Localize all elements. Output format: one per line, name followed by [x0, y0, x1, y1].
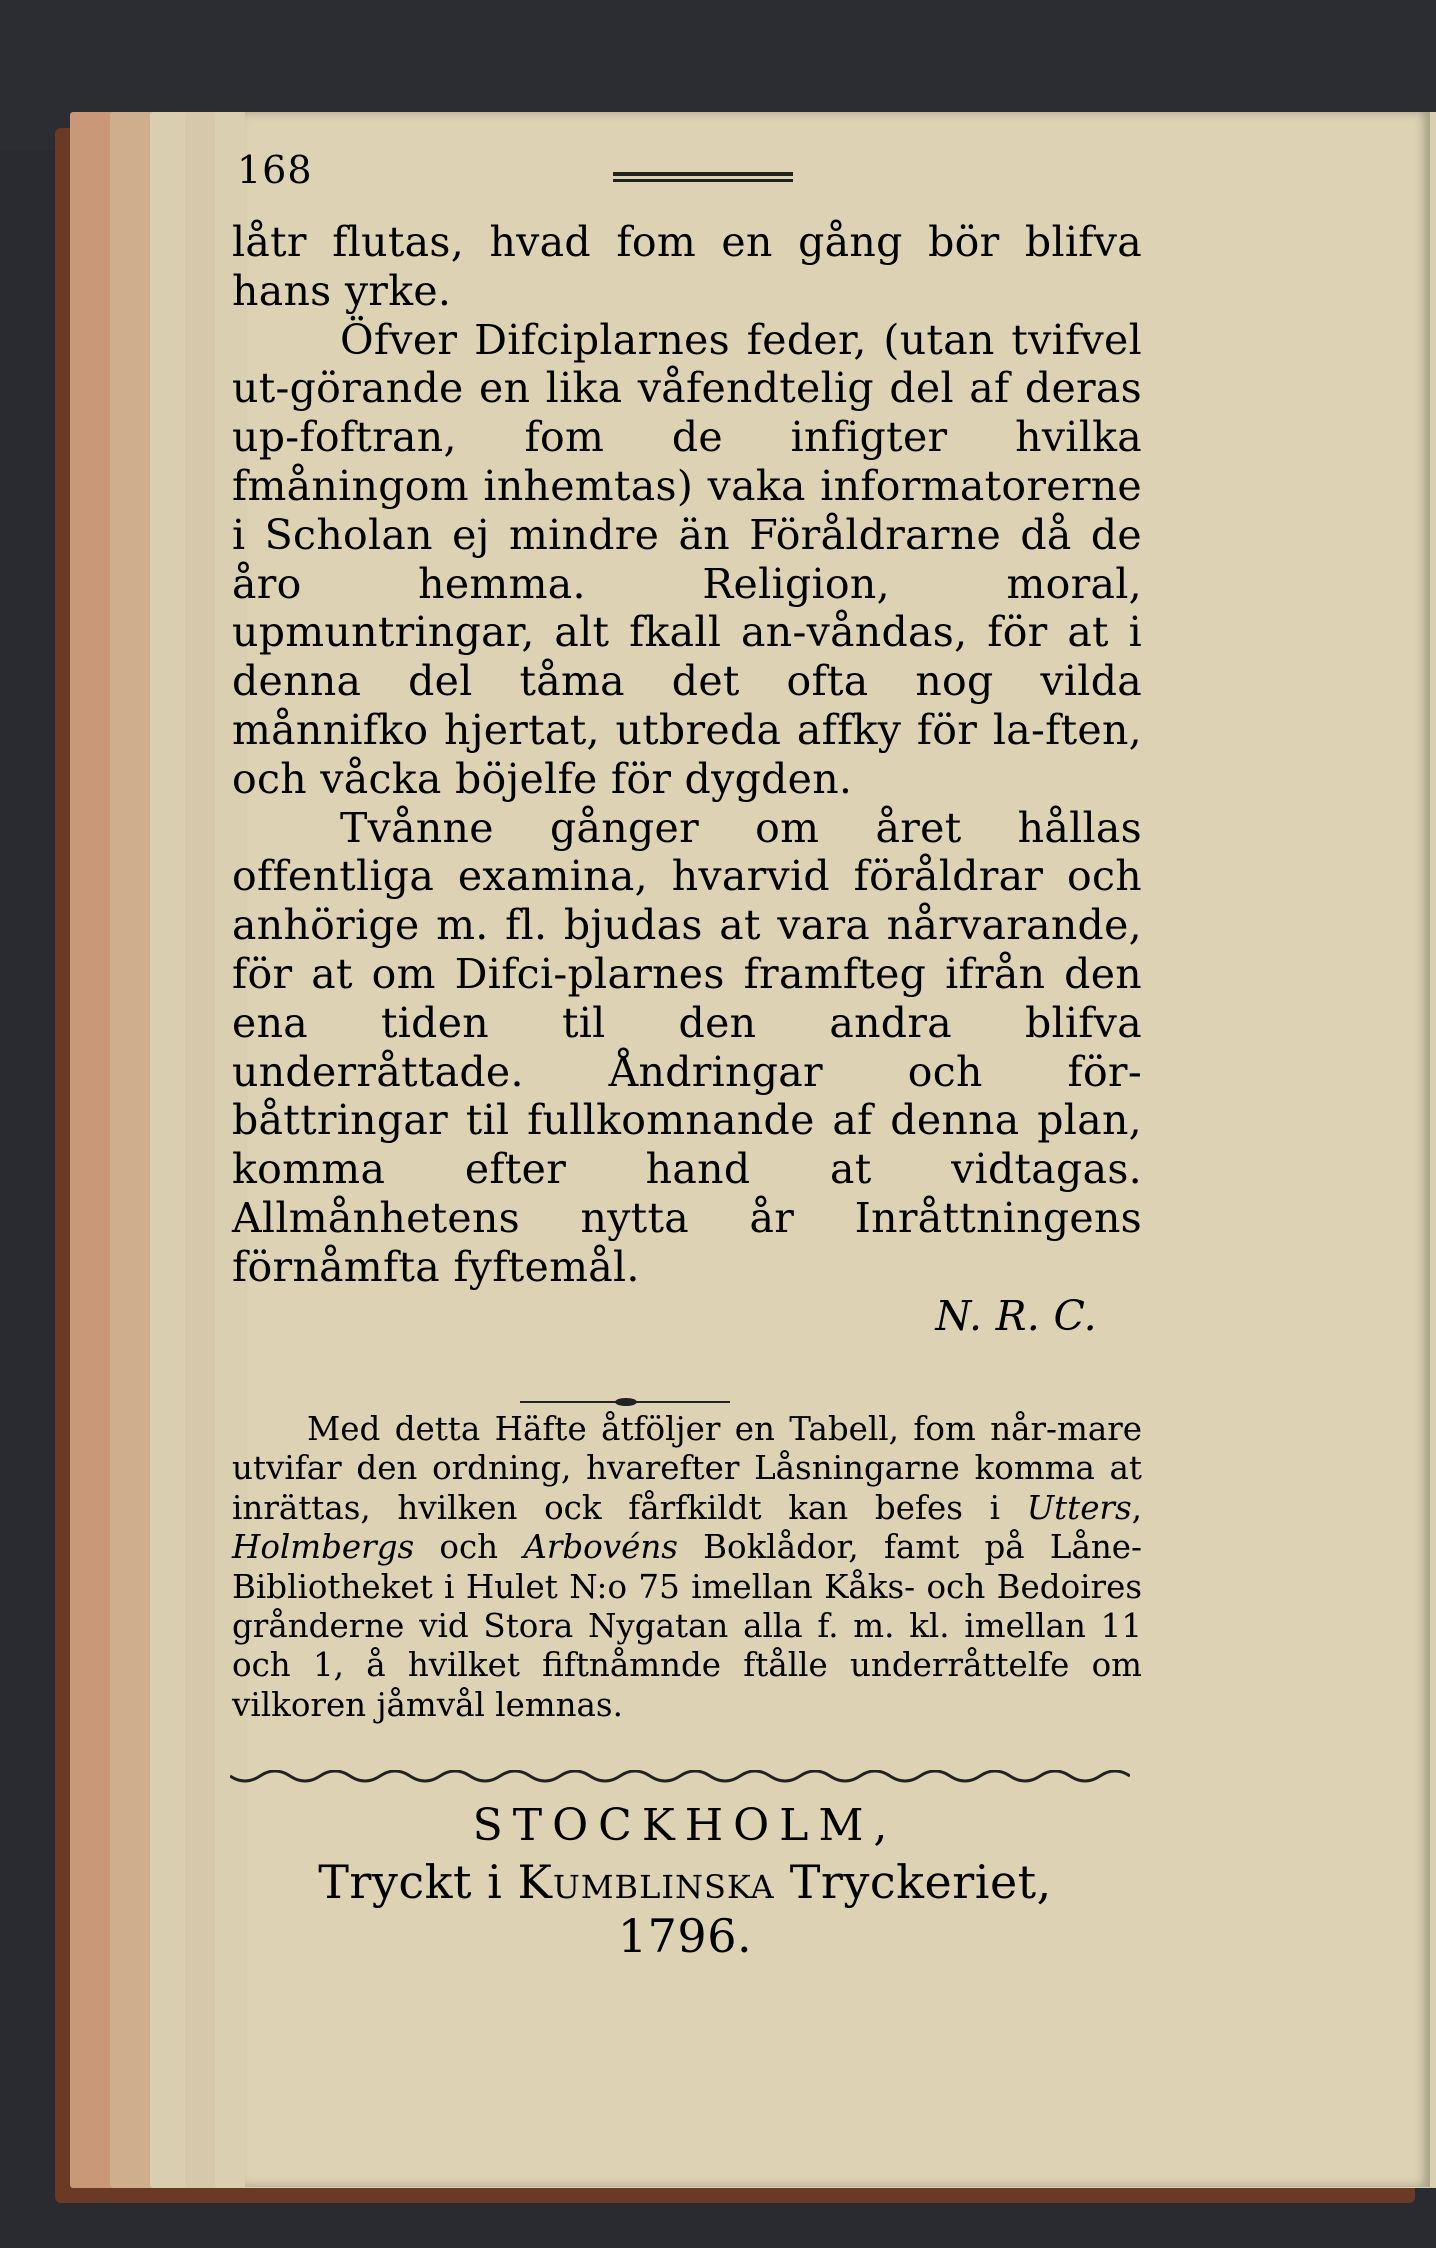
note-name: Arbovéns	[523, 1528, 678, 1567]
section-divider	[520, 1398, 730, 1406]
paragraph: låtr flutas, hvad fom en gång bör blifva hans yrke.	[232, 218, 1142, 315]
note-name: Holmbergs	[232, 1528, 415, 1567]
imprint-city: STOCKHOLM,	[472, 1800, 898, 1851]
imprint-printer	[245, 1855, 1125, 1963]
imprint-text: Tryckt i	[318, 1855, 518, 1909]
printer-name: Kumblinska	[517, 1855, 775, 1909]
ornamental-wave-rule	[230, 1770, 1130, 1790]
imprint-text: Tryckeriet, 1796.	[617, 1855, 1052, 1963]
note-text: ,	[1131, 1488, 1142, 1527]
signature: N. R. C.	[935, 1291, 1097, 1340]
page-number: 168	[237, 148, 313, 192]
main-text	[232, 218, 1142, 1340]
header-rule	[613, 172, 793, 186]
note-text: Boklådor, famt på Låne-Bibliotheket i Hulet N:o 75 imellan Kåks- och Bedoires grånderne vid Stora Nygatan alla f. m. kl. imellan 11 och 1, å hvilket fiftnåmnde ftålle underråttelfe om vilkoren jåmvål lemnas.	[232, 1528, 1142, 1724]
note-text: och	[414, 1528, 524, 1567]
footnote	[232, 1410, 1142, 1725]
note-text: Med detta Häfte åtföljer en Tabell, fom når-mare utvifar den ordning, hvarefter Låsningarne komma at inrättas, hvilken ock fårfkildt kan befes i	[232, 1410, 1142, 1527]
paragraph: Tvånne gånger om året hållas offentliga examina, hvarvid föråldrar och anhörige m. fl. bjudas at vara nårvarande, för at om Difci-plarnes framfteg ifrån den ena tiden til den andra blifva underråttade. Åndringar och för-båttringar til fullkomnande af denna plan, komma efter hand at vidtagas. Allmånhetens nytta år Inråttningens förnåmfta fyftemål.	[232, 803, 1142, 1291]
note-name: Utters	[1026, 1488, 1132, 1527]
paragraph: Öfver Difciplarnes feder, (utan tvifvel ut-görande en lika våfendtelig del af deras up-foftran, fom de infigter hvilka fmåningom inhemtas) vaka informatorerne i Scholan ej mindre än Föråldrarne då de åro hemma. Religion, moral, upmuntringar, alt fkall an-våndas, för at i denna del tåma det ofta nog vilda månnifko hjertat, utbreda affky för la-ften, och våcka böjelfe för dygden.	[232, 315, 1142, 803]
